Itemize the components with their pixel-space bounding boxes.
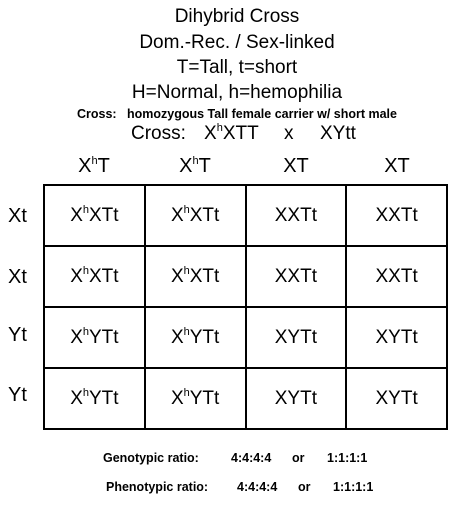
offspring-genotype-base: X: [70, 265, 83, 287]
offspring-genotype-rest: XTt: [89, 265, 119, 287]
allele-key-hemophilia: H=Normal, h=hemophilia: [131, 82, 343, 103]
top-gamete-superscript: h: [192, 155, 199, 167]
offspring-genotype-base: X: [70, 387, 83, 409]
offspring-genotype-base: X: [170, 265, 184, 287]
cross-genotypes: [0, 123, 474, 147]
cross-label: Cross:: [131, 123, 186, 144]
phenotypic-ratio-or: or: [298, 480, 311, 494]
top-gamete-rest: T: [97, 155, 110, 177]
punnett-cell: [246, 246, 347, 307]
genotypic-ratio-alt: 1:1:1:1: [327, 451, 368, 465]
mother-x-superscript: h: [216, 122, 223, 134]
genotypic-ratio: [103, 451, 403, 467]
top-gamete-superscript: h: [91, 155, 98, 167]
punnett-cell: [145, 185, 246, 246]
punnett-row: [44, 246, 447, 307]
offspring-genotype-base: X: [170, 326, 184, 348]
top-gamete-base: X: [78, 155, 92, 177]
punnett-row: [44, 368, 447, 429]
offspring-genotype-base: X: [70, 204, 83, 226]
offspring-genotype-base: XYTt: [274, 326, 317, 348]
cross-father-genotype: XYtt: [320, 123, 356, 144]
offspring-genotype-rest: XTt: [89, 204, 119, 226]
top-gamete-base: X: [179, 155, 193, 177]
top-gamete: [346, 155, 448, 178]
punnett-row: [44, 307, 447, 368]
punnett-cell: [346, 246, 447, 307]
title: Dihybrid Cross: [174, 6, 300, 27]
offspring-genotype-superscript: h: [82, 386, 89, 399]
offspring-genotype-rest: YTt: [189, 326, 220, 348]
offspring-genotype-base: XXTt: [274, 265, 317, 287]
cross-times-symbol: x: [284, 123, 294, 144]
phenotypic-ratio-alt: 1:1:1:1: [333, 480, 374, 494]
offspring-genotype-superscript: h: [183, 325, 190, 338]
subtitle: Dom.-Rec. / Sex-linked: [139, 32, 335, 53]
offspring-genotype-base: XXTt: [375, 265, 418, 287]
punnett-cell: [145, 307, 246, 368]
top-gamete: [144, 155, 246, 178]
offspring-genotype-rest: YTt: [89, 387, 119, 409]
punnett-cell: [44, 246, 145, 307]
genotypic-ratio-or: or: [292, 451, 305, 465]
top-gamete-base: XT: [384, 155, 410, 177]
punnett-cell: [44, 185, 145, 246]
offspring-genotype-rest: XTt: [189, 265, 220, 287]
offspring-genotype-superscript: h: [183, 203, 190, 216]
mother-rest: XTT: [222, 123, 259, 144]
offspring-genotype-rest: YTt: [189, 387, 220, 409]
punnett-square: [43, 184, 448, 430]
punnett-cell: [44, 368, 145, 429]
side-gamete: Xt: [8, 266, 27, 288]
offspring-genotype-superscript: h: [82, 325, 89, 338]
punnett-cell: [145, 368, 246, 429]
offspring-genotype-superscript: h: [183, 264, 190, 277]
punnett-cell: [44, 307, 145, 368]
offspring-genotype-base: X: [170, 204, 184, 226]
cross-description: Cross: homozygous Tall female carrier w/ short male: [76, 107, 397, 121]
offspring-genotype-base: XXTt: [375, 204, 418, 226]
phenotypic-ratio-value: 4:4:4:4: [237, 480, 278, 494]
punnett-cell: [145, 246, 246, 307]
top-gamete-base: XT: [283, 155, 309, 177]
phenotypic-ratio-label: Phenotypic ratio:: [106, 480, 209, 494]
offspring-genotype-base: XXTt: [274, 204, 317, 226]
offspring-genotype-base: XYTt: [375, 387, 418, 409]
side-gamete: Xt: [8, 205, 27, 227]
cross-mother-genotype: [204, 123, 259, 145]
genotypic-ratio-label: Genotypic ratio:: [103, 451, 199, 465]
punnett-cell: [246, 307, 347, 368]
phenotypic-ratio: [106, 480, 406, 496]
punnett-cell: [346, 307, 447, 368]
top-gamete: [43, 155, 145, 178]
offspring-genotype-rest: XTt: [189, 204, 220, 226]
offspring-genotype-rest: YTt: [89, 326, 119, 348]
top-gamete: [245, 155, 347, 178]
offspring-genotype-base: X: [70, 326, 83, 348]
offspring-genotype-superscript: h: [82, 264, 89, 277]
side-gamete: Yt: [8, 384, 27, 406]
genotypic-ratio-value: 4:4:4:4: [231, 451, 272, 465]
offspring-genotype-base: XYTt: [274, 387, 317, 409]
punnett-cell: [346, 368, 447, 429]
offspring-genotype-superscript: h: [82, 203, 89, 216]
punnett-cell: [246, 368, 347, 429]
punnett-cell: [246, 185, 347, 246]
side-gamete: Yt: [8, 324, 27, 346]
mother-x-base: X: [204, 123, 217, 144]
allele-key-height: T=Tall, t=short: [176, 57, 298, 78]
punnett-cell: [346, 185, 447, 246]
offspring-genotype-base: XYTt: [375, 326, 418, 348]
punnett-row: [44, 185, 447, 246]
offspring-genotype-base: X: [170, 387, 184, 409]
top-gamete-rest: T: [198, 155, 211, 177]
offspring-genotype-superscript: h: [183, 386, 190, 399]
